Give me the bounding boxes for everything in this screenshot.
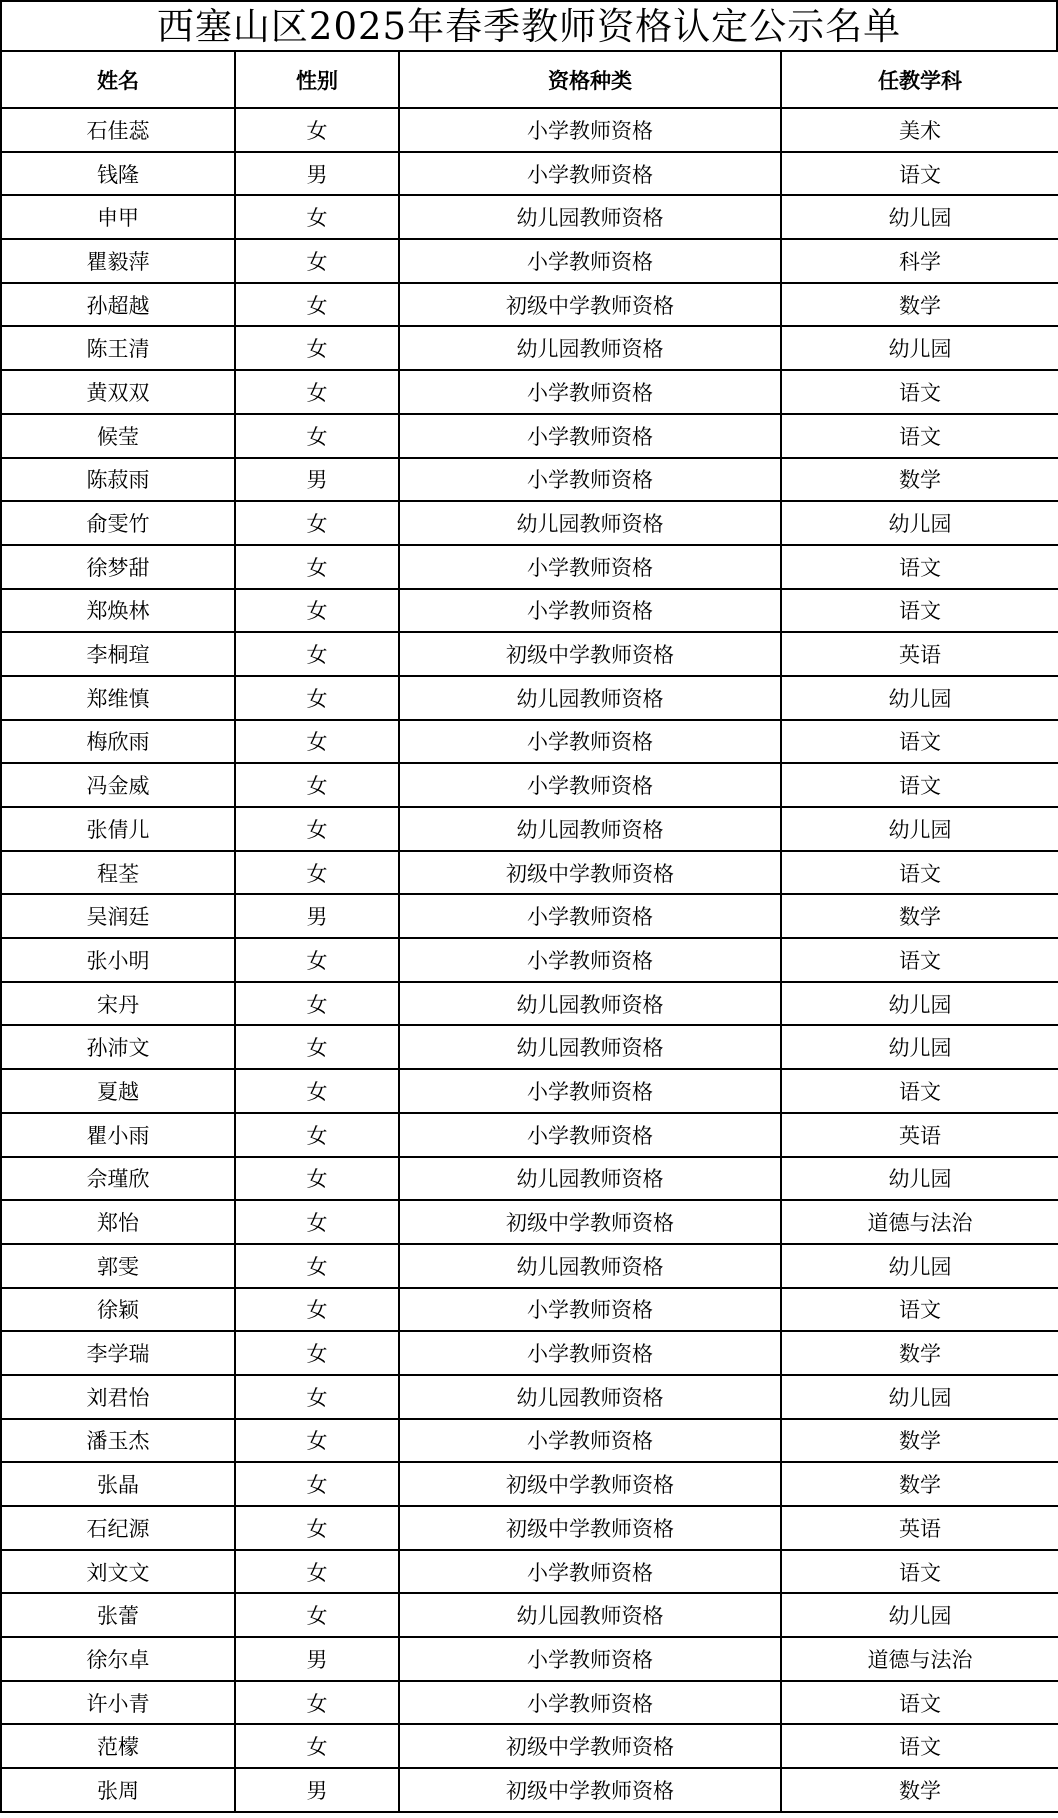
cell-gender: 女 [235, 370, 399, 414]
table-row [1, 851, 1058, 895]
cell-subject: 语文 [781, 938, 1058, 982]
cell-gender: 男 [235, 1768, 399, 1812]
cell-subject: 语文 [781, 589, 1058, 633]
cell-gender: 女 [235, 1200, 399, 1244]
cell-subject: 幼儿园 [781, 982, 1058, 1026]
cell-subject: 美术 [781, 108, 1058, 152]
cell-qualification-type: 幼儿园教师资格 [399, 501, 781, 545]
cell-subject: 幼儿园 [781, 501, 1058, 545]
table-row [1, 1200, 1058, 1244]
cell-qualification-type: 初级中学教师资格 [399, 632, 781, 676]
cell-name: 梅欣雨 [1, 720, 235, 764]
cell-name: 孙超越 [1, 283, 235, 327]
table-row [1, 1768, 1058, 1812]
cell-subject: 语文 [781, 1550, 1058, 1594]
cell-gender: 男 [235, 894, 399, 938]
cell-name: 石佳蕊 [1, 108, 235, 152]
cell-qualification-type: 初级中学教师资格 [399, 283, 781, 327]
table-row [1, 1244, 1058, 1288]
cell-gender: 女 [235, 938, 399, 982]
cell-name: 郑维慎 [1, 676, 235, 720]
cell-qualification-type: 小学教师资格 [399, 720, 781, 764]
cell-subject: 幼儿园 [781, 1375, 1058, 1419]
table-row [1, 1593, 1058, 1637]
cell-subject: 数学 [781, 1331, 1058, 1375]
cell-name: 李学瑞 [1, 1331, 235, 1375]
cell-gender: 女 [235, 763, 399, 807]
cell-qualification-type: 幼儿园教师资格 [399, 1375, 781, 1419]
cell-subject: 幼儿园 [781, 676, 1058, 720]
cell-subject: 语文 [781, 545, 1058, 589]
cell-gender: 女 [235, 545, 399, 589]
column-header-subject: 任教学科 [781, 51, 1058, 108]
cell-qualification-type: 小学教师资格 [399, 458, 781, 502]
column-header-type: 资格种类 [399, 51, 781, 108]
cell-gender: 女 [235, 1025, 399, 1069]
table-row [1, 1025, 1058, 1069]
table-row [1, 458, 1058, 502]
cell-subject: 语文 [781, 414, 1058, 458]
cell-gender: 女 [235, 1069, 399, 1113]
table-row [1, 370, 1058, 414]
cell-subject: 数学 [781, 894, 1058, 938]
cell-qualification-type: 幼儿园教师资格 [399, 1244, 781, 1288]
cell-subject: 幼儿园 [781, 1025, 1058, 1069]
cell-name: 瞿小雨 [1, 1113, 235, 1157]
cell-subject: 英语 [781, 632, 1058, 676]
cell-name: 宋丹 [1, 982, 235, 1026]
cell-name: 张小明 [1, 938, 235, 982]
cell-gender: 女 [235, 326, 399, 370]
cell-subject: 道德与法治 [781, 1637, 1058, 1681]
cell-name: 吴润廷 [1, 894, 235, 938]
cell-subject: 数学 [781, 283, 1058, 327]
cell-name: 范檬 [1, 1724, 235, 1768]
cell-qualification-type: 小学教师资格 [399, 1419, 781, 1463]
cell-gender: 女 [235, 632, 399, 676]
column-header-name: 姓名 [1, 51, 235, 108]
cell-qualification-type: 小学教师资格 [399, 370, 781, 414]
column-header-gender: 性别 [235, 51, 399, 108]
cell-gender: 女 [235, 1462, 399, 1506]
table-body [1, 108, 1058, 1812]
cell-subject: 幼儿园 [781, 195, 1058, 239]
cell-gender: 女 [235, 851, 399, 895]
document-title: 西塞山区2025年春季教师资格认定公示名单 [0, 0, 1058, 50]
cell-qualification-type: 初级中学教师资格 [399, 1506, 781, 1550]
cell-gender: 男 [235, 152, 399, 196]
table-row [1, 1157, 1058, 1201]
cell-qualification-type: 小学教师资格 [399, 152, 781, 196]
table-row [1, 152, 1058, 196]
cell-name: 张晶 [1, 1462, 235, 1506]
cell-qualification-type: 小学教师资格 [399, 938, 781, 982]
table-row [1, 1681, 1058, 1725]
table-row [1, 763, 1058, 807]
cell-gender: 女 [235, 283, 399, 327]
cell-name: 程荃 [1, 851, 235, 895]
cell-name: 郭雯 [1, 1244, 235, 1288]
cell-subject: 数学 [781, 1419, 1058, 1463]
table-row [1, 1724, 1058, 1768]
cell-subject: 语文 [781, 1724, 1058, 1768]
cell-name: 郑焕林 [1, 589, 235, 633]
cell-qualification-type: 小学教师资格 [399, 1069, 781, 1113]
cell-name: 陈王清 [1, 326, 235, 370]
table-row [1, 283, 1058, 327]
cell-subject: 英语 [781, 1506, 1058, 1550]
cell-gender: 女 [235, 1593, 399, 1637]
table-header-row [1, 51, 1058, 108]
table-row [1, 414, 1058, 458]
roster-table [0, 50, 1058, 1813]
cell-subject: 语文 [781, 370, 1058, 414]
cell-subject: 幼儿园 [781, 326, 1058, 370]
cell-gender: 女 [235, 1724, 399, 1768]
cell-qualification-type: 初级中学教师资格 [399, 1724, 781, 1768]
cell-gender: 女 [235, 1331, 399, 1375]
cell-gender: 女 [235, 1113, 399, 1157]
cell-qualification-type: 初级中学教师资格 [399, 1200, 781, 1244]
table-row [1, 1375, 1058, 1419]
cell-gender: 女 [235, 195, 399, 239]
table-row [1, 676, 1058, 720]
cell-name: 俞雯竹 [1, 501, 235, 545]
cell-name: 许小青 [1, 1681, 235, 1725]
cell-gender: 女 [235, 1506, 399, 1550]
cell-name: 张倩儿 [1, 807, 235, 851]
cell-gender: 女 [235, 239, 399, 283]
cell-qualification-type: 小学教师资格 [399, 589, 781, 633]
cell-gender: 女 [235, 1288, 399, 1332]
cell-name: 陈菽雨 [1, 458, 235, 502]
table-row [1, 982, 1058, 1026]
cell-subject: 英语 [781, 1113, 1058, 1157]
cell-name: 候莹 [1, 414, 235, 458]
table-row [1, 589, 1058, 633]
table-row [1, 501, 1058, 545]
table-row [1, 239, 1058, 283]
cell-gender: 女 [235, 589, 399, 633]
cell-subject: 数学 [781, 458, 1058, 502]
cell-qualification-type: 幼儿园教师资格 [399, 1025, 781, 1069]
cell-subject: 数学 [781, 1462, 1058, 1506]
table-row [1, 807, 1058, 851]
cell-name: 佘瑾欣 [1, 1157, 235, 1201]
cell-subject: 语文 [781, 1069, 1058, 1113]
table-row [1, 1288, 1058, 1332]
cell-qualification-type: 初级中学教师资格 [399, 1768, 781, 1812]
cell-name: 李桐瑄 [1, 632, 235, 676]
cell-name: 瞿毅萍 [1, 239, 235, 283]
cell-subject: 幼儿园 [781, 807, 1058, 851]
cell-name: 徐梦甜 [1, 545, 235, 589]
cell-subject: 数学 [781, 1768, 1058, 1812]
cell-qualification-type: 幼儿园教师资格 [399, 982, 781, 1026]
cell-name: 孙沛文 [1, 1025, 235, 1069]
cell-qualification-type: 小学教师资格 [399, 1113, 781, 1157]
cell-qualification-type: 幼儿园教师资格 [399, 326, 781, 370]
cell-gender: 女 [235, 501, 399, 545]
cell-qualification-type: 幼儿园教师资格 [399, 1157, 781, 1201]
cell-qualification-type: 初级中学教师资格 [399, 851, 781, 895]
cell-name: 郑怡 [1, 1200, 235, 1244]
table-row [1, 1419, 1058, 1463]
cell-gender: 女 [235, 108, 399, 152]
cell-gender: 女 [235, 1157, 399, 1201]
table-row [1, 1113, 1058, 1157]
cell-qualification-type: 小学教师资格 [399, 894, 781, 938]
table-row [1, 326, 1058, 370]
cell-name: 张周 [1, 1768, 235, 1812]
cell-subject: 幼儿园 [781, 1593, 1058, 1637]
cell-subject: 幼儿园 [781, 1244, 1058, 1288]
cell-gender: 女 [235, 676, 399, 720]
cell-name: 钱隆 [1, 152, 235, 196]
cell-name: 刘君怡 [1, 1375, 235, 1419]
cell-subject: 语文 [781, 763, 1058, 807]
cell-name: 徐尔卓 [1, 1637, 235, 1681]
cell-qualification-type: 小学教师资格 [399, 1288, 781, 1332]
cell-name: 石纪源 [1, 1506, 235, 1550]
cell-subject: 道德与法治 [781, 1200, 1058, 1244]
table-row [1, 108, 1058, 152]
cell-qualification-type: 小学教师资格 [399, 1550, 781, 1594]
cell-qualification-type: 小学教师资格 [399, 1681, 781, 1725]
cell-gender: 女 [235, 1375, 399, 1419]
table-row [1, 1331, 1058, 1375]
table-row [1, 894, 1058, 938]
cell-gender: 男 [235, 1637, 399, 1681]
cell-gender: 女 [235, 1550, 399, 1594]
cell-subject: 语文 [781, 851, 1058, 895]
table-row [1, 938, 1058, 982]
cell-gender: 女 [235, 414, 399, 458]
cell-subject: 科学 [781, 239, 1058, 283]
table-row [1, 1069, 1058, 1113]
cell-name: 徐颖 [1, 1288, 235, 1332]
cell-name: 申甲 [1, 195, 235, 239]
cell-subject: 语文 [781, 1681, 1058, 1725]
cell-qualification-type: 幼儿园教师资格 [399, 1593, 781, 1637]
cell-gender: 女 [235, 982, 399, 1026]
cell-gender: 女 [235, 720, 399, 764]
cell-name: 潘玉杰 [1, 1419, 235, 1463]
cell-subject: 幼儿园 [781, 1157, 1058, 1201]
cell-subject: 语文 [781, 152, 1058, 196]
cell-gender: 女 [235, 1419, 399, 1463]
table-row [1, 545, 1058, 589]
cell-gender: 女 [235, 1681, 399, 1725]
cell-qualification-type: 初级中学教师资格 [399, 1462, 781, 1506]
table-row [1, 1550, 1058, 1594]
cell-qualification-type: 小学教师资格 [399, 239, 781, 283]
cell-qualification-type: 小学教师资格 [399, 545, 781, 589]
table-row [1, 1462, 1058, 1506]
table-row [1, 1637, 1058, 1681]
table-row [1, 632, 1058, 676]
cell-name: 刘文文 [1, 1550, 235, 1594]
cell-subject: 语文 [781, 1288, 1058, 1332]
cell-qualification-type: 小学教师资格 [399, 1331, 781, 1375]
cell-subject: 语文 [781, 720, 1058, 764]
cell-gender: 男 [235, 458, 399, 502]
table-row [1, 1506, 1058, 1550]
cell-qualification-type: 小学教师资格 [399, 763, 781, 807]
table-row [1, 195, 1058, 239]
cell-qualification-type: 幼儿园教师资格 [399, 195, 781, 239]
cell-gender: 女 [235, 807, 399, 851]
cell-gender: 女 [235, 1244, 399, 1288]
cell-name: 冯金威 [1, 763, 235, 807]
cell-name: 黄双双 [1, 370, 235, 414]
cell-qualification-type: 小学教师资格 [399, 414, 781, 458]
cell-qualification-type: 小学教师资格 [399, 108, 781, 152]
cell-qualification-type: 小学教师资格 [399, 1637, 781, 1681]
cell-name: 张蕾 [1, 1593, 235, 1637]
cell-qualification-type: 幼儿园教师资格 [399, 676, 781, 720]
cell-name: 夏越 [1, 1069, 235, 1113]
cell-qualification-type: 幼儿园教师资格 [399, 807, 781, 851]
table-row [1, 720, 1058, 764]
